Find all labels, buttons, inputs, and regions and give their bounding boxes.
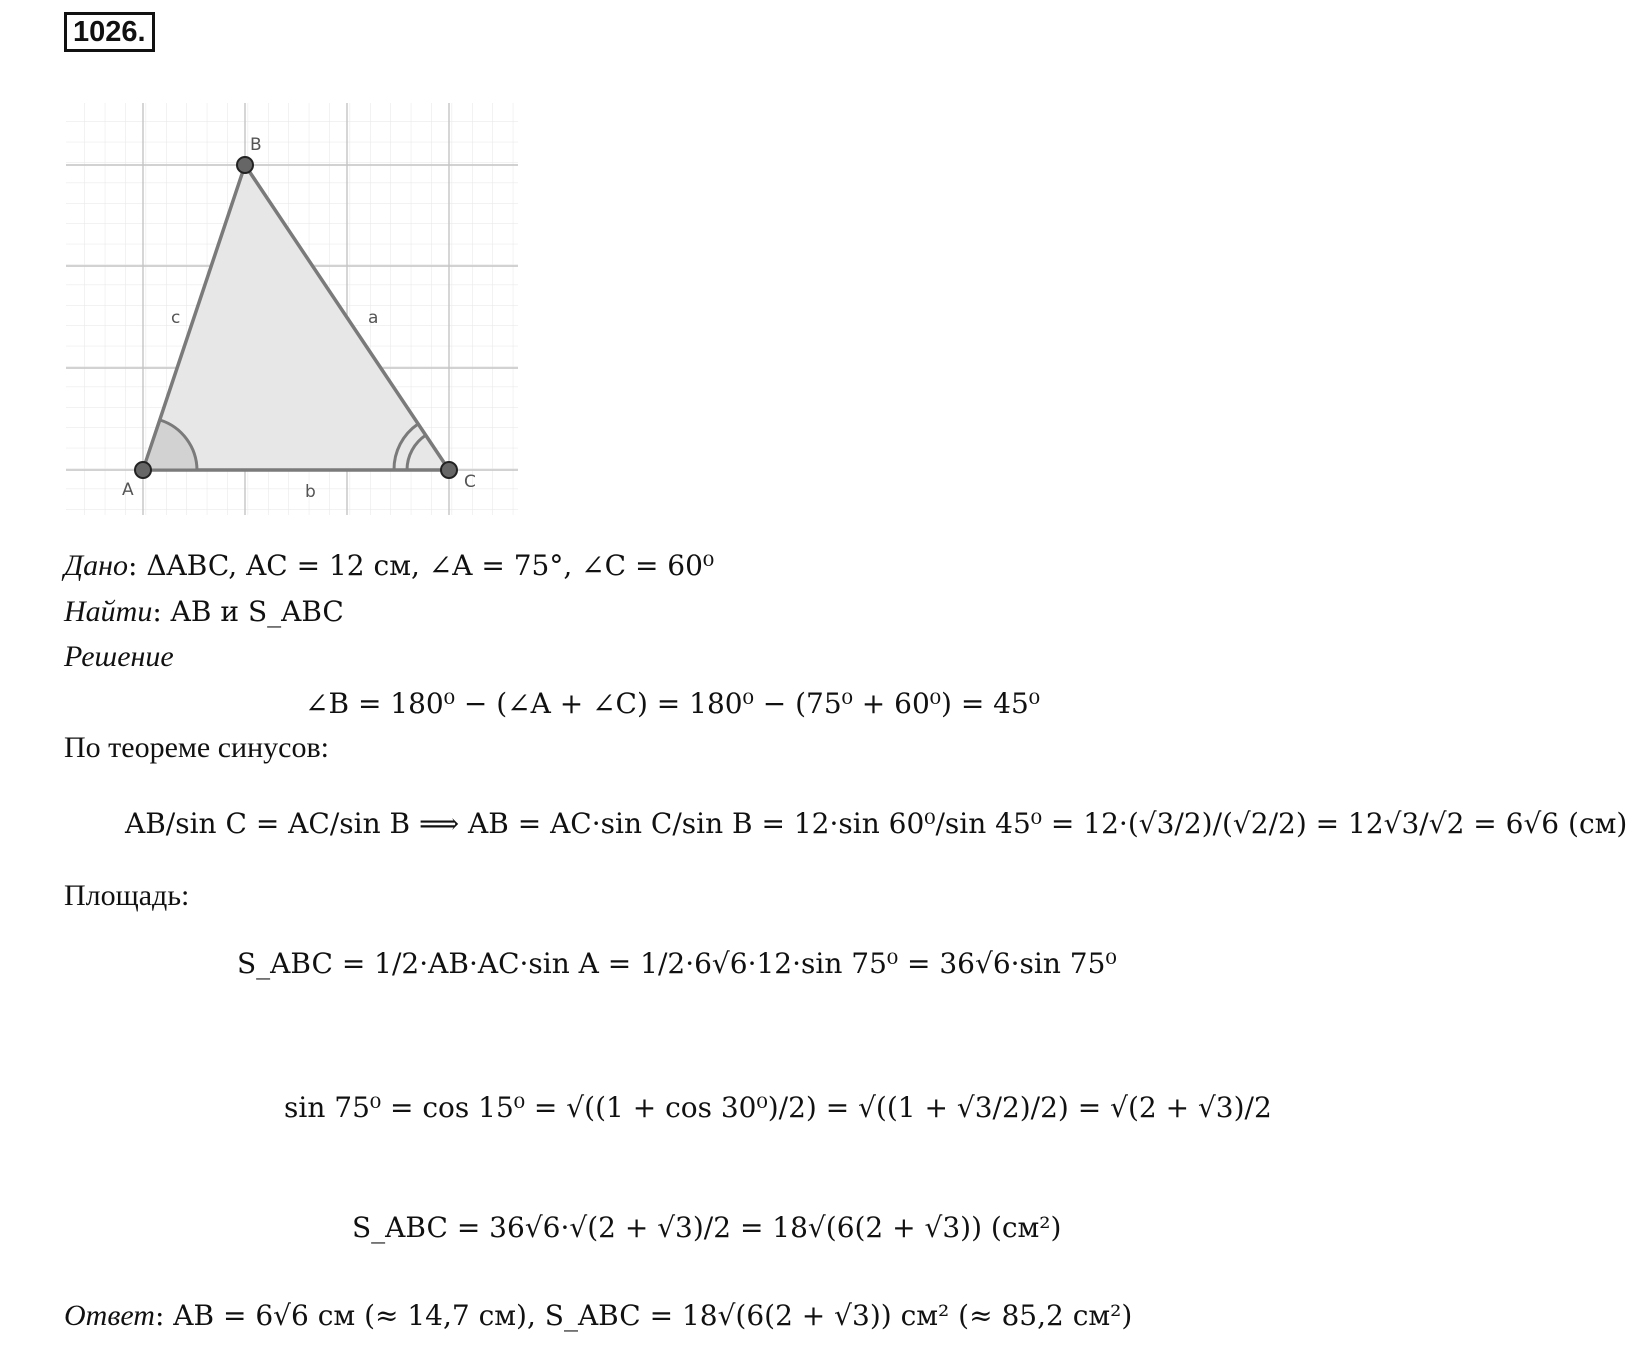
sine-theorem-label: По теореме синусов: bbox=[64, 731, 329, 764]
label-c: C bbox=[464, 472, 476, 492]
find-line bbox=[64, 592, 344, 632]
vertex-a-point bbox=[135, 462, 151, 478]
area-label: Площадь: bbox=[64, 879, 190, 912]
sine-theorem-equation: AB/sin C = AC/sin B ⟹ AB = AC·sin C/sin B = 12·sin 60⁰/sin 45⁰ = 12·(√3/2)/(√2/2) = 12√3/√2 = 6√6 (см) bbox=[125, 807, 1627, 840]
answer-label: Ответ bbox=[64, 1299, 155, 1332]
sin75-equation: sin 75⁰ = cos 15⁰ = √((1 + cos 30⁰)/2) = √((1 + √3/2)/2) = √(2 + √3)/2 bbox=[284, 1091, 1272, 1124]
area-equation: S_ABC = 1/2·AB·AC·sin A = 1/2·6√6·12·sin 75⁰ = 36√6·sin 75⁰ bbox=[237, 947, 1117, 980]
given-text: : ΔABC, AC = 12 см, ∠A = 75°, ∠C = 60⁰ bbox=[127, 549, 715, 582]
vertex-b-point bbox=[237, 157, 253, 173]
label-a: A bbox=[122, 480, 134, 500]
vertex-c-point bbox=[441, 462, 457, 478]
triangle-figure bbox=[66, 103, 521, 518]
label-side-c: c bbox=[171, 308, 181, 328]
given-line bbox=[64, 546, 714, 586]
answer-text: : AB = 6√6 см (≈ 14,7 см), S_ABC = 18√(6(2 + √3)) см² (≈ 85,2 см²) bbox=[154, 1299, 1133, 1332]
find-label: Найти bbox=[64, 595, 153, 628]
find-text: : AB и S_ABC bbox=[152, 595, 344, 628]
problem-number: 1026. bbox=[64, 12, 155, 52]
answer-line bbox=[64, 1296, 1132, 1336]
label-side-b: b bbox=[305, 482, 316, 502]
angle-b-equation: ∠B = 180⁰ − (∠A + ∠C) = 180⁰ − (75⁰ + 60⁰) = 45⁰ bbox=[305, 687, 1041, 720]
label-side-a: a bbox=[368, 308, 379, 328]
solution-label: Решение bbox=[64, 640, 174, 673]
area-result-equation: S_ABC = 36√6·√(2 + √3)/2 = 18√(6(2 + √3)) (см²) bbox=[352, 1211, 1062, 1244]
label-b: B bbox=[250, 135, 262, 155]
given-label: Дано bbox=[64, 549, 128, 582]
